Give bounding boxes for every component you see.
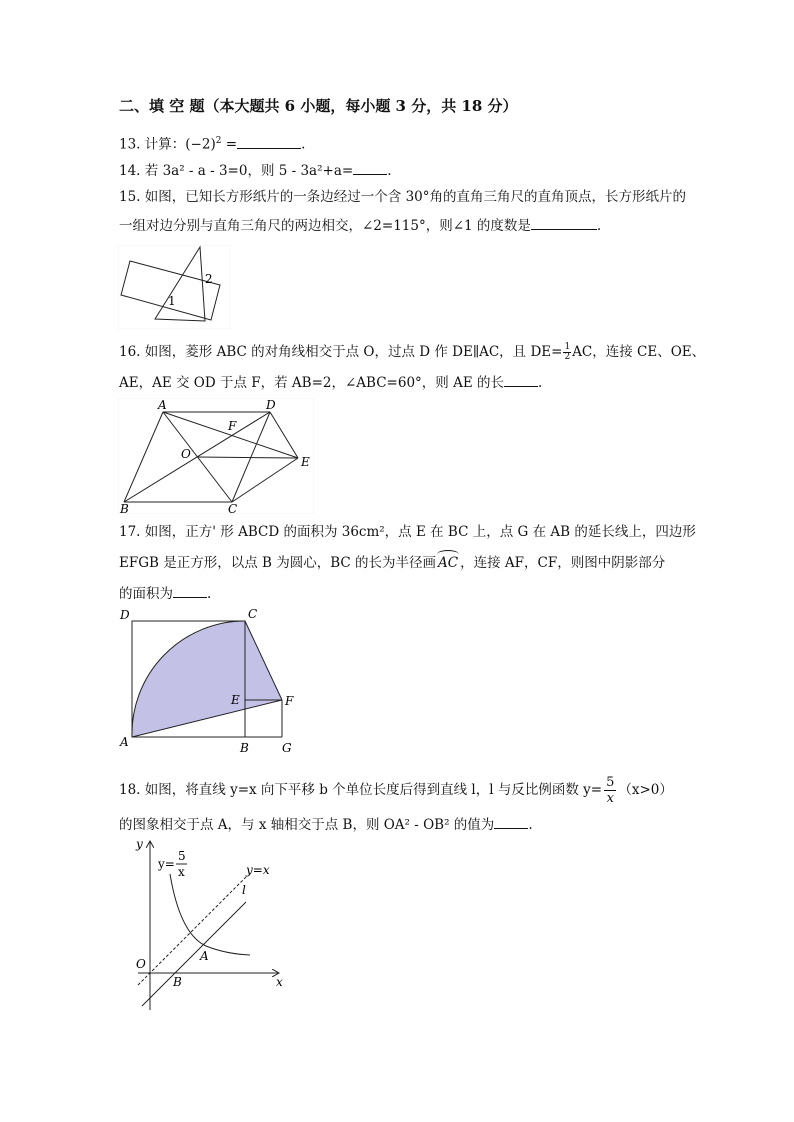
end-mark: . xyxy=(537,375,543,391)
question-16-line2 xyxy=(119,372,542,393)
label-G: G xyxy=(282,741,292,755)
fraction: $\frac{5}{x}$ xyxy=(606,775,615,806)
segment-AB xyxy=(124,412,163,502)
question-13 xyxy=(119,131,305,155)
q16-figure xyxy=(118,398,314,514)
rectangle-paper xyxy=(121,261,220,320)
expression: (−2) xyxy=(185,136,216,153)
line-l xyxy=(142,902,246,1006)
curve-label-num: 5 xyxy=(178,849,186,863)
q17-figure xyxy=(118,604,300,756)
arc-symbol: AC xyxy=(438,555,459,571)
answer-blank[interactable] xyxy=(494,814,528,829)
question-text: 的图象相交于点 A，与 x 轴相交于点 B，则 OA² ‑ OB² 的值为 xyxy=(119,817,495,833)
curve-label-den: x xyxy=(178,865,185,879)
label-y-equals-x: y=x xyxy=(246,863,270,877)
question-text: EFGB 是正方形，以点 B 为圆心，BC 的长为半径画 xyxy=(119,555,437,571)
label-l: l xyxy=(242,883,246,897)
label-D: D xyxy=(120,608,130,622)
end-mark: . xyxy=(387,163,392,179)
label-C: C xyxy=(248,607,258,621)
curve-label-prefix: y= xyxy=(158,857,175,871)
question-18-line1 xyxy=(119,775,673,806)
label-B: B xyxy=(173,975,182,989)
question-number: 16. xyxy=(119,344,141,360)
section-title: 二、填 空 题（本大题共 6 小题，每小题 3 分，共 18 分） xyxy=(119,97,518,115)
label-C: C xyxy=(228,502,238,514)
question-number: 18. xyxy=(119,782,141,798)
question-text: 的面积为 xyxy=(119,586,173,602)
question-14 xyxy=(119,160,392,181)
question-number: 14. xyxy=(119,163,141,179)
end-mark: . xyxy=(528,817,533,833)
answer-blank[interactable] xyxy=(173,583,207,598)
label-E: E xyxy=(231,693,240,707)
question-number: 17. xyxy=(119,524,141,540)
answer-blank[interactable] xyxy=(531,215,597,230)
question-text: 如图，将直线 y=x 向下平移 b 个单位长度后得到直线 l，l 与反比例函数 y= xyxy=(144,782,603,798)
equals: = xyxy=(221,136,238,153)
end-mark: . xyxy=(207,586,212,602)
angle-1-label: 1 xyxy=(168,294,176,308)
question-text: 如图，菱形 ABC 的对角线相交于点 O，过点 D 作 DE∥AC，且 DE= xyxy=(144,344,563,360)
question-16-line1 xyxy=(119,342,705,362)
label-B: B xyxy=(240,741,249,755)
question-text: 如图，已知长方形纸片的一条边经过一个含 30°角的直角三角尺的直角顶点，长方形纸片的 xyxy=(144,189,686,205)
segment-CE xyxy=(232,458,298,502)
segment-DE xyxy=(270,412,298,458)
end-mark: . xyxy=(596,218,602,234)
label-O: O xyxy=(136,957,146,971)
question-prefix: 计算： xyxy=(144,136,186,153)
question-17-line1 xyxy=(119,522,696,542)
answer-blank[interactable] xyxy=(237,134,301,149)
question-number: 13. xyxy=(119,136,141,153)
question-text: AE，AE 交 OD 于点 F，若 AB=2，∠ABC=60°，则 AE 的长 xyxy=(119,375,504,391)
fraction: $\frac{1}{2}$ xyxy=(564,342,571,362)
triangle-ruler xyxy=(155,247,205,321)
label-A: A xyxy=(158,398,167,412)
question-text: 若 3a² ‑ a ‑ 3=0，则 5 ‑ 3a²+a= xyxy=(144,163,354,179)
question-15-line2 xyxy=(119,215,601,236)
label-E: E xyxy=(301,455,310,469)
q15-figure xyxy=(118,245,230,329)
label-B: B xyxy=(120,502,129,514)
question-17-line3 xyxy=(119,583,211,604)
label-A: A xyxy=(200,949,209,963)
label-O: O xyxy=(181,447,191,461)
line-y-equals-x xyxy=(138,877,246,985)
question-number: 15. xyxy=(119,189,141,205)
label-x: x xyxy=(276,975,283,989)
answer-blank[interactable] xyxy=(504,372,538,387)
question-text-cont: （x>0） xyxy=(618,782,673,798)
question-text-cont: ，连接 AF，CF，则图中阴影部分 xyxy=(460,555,666,571)
angle-2-label: 2 xyxy=(205,272,213,286)
q18-figure xyxy=(118,834,288,1014)
label-F: F xyxy=(285,694,294,708)
exponent: 2 xyxy=(215,136,222,146)
hyperbola xyxy=(170,874,250,955)
label-F: F xyxy=(228,419,237,433)
shaded-region xyxy=(132,621,282,737)
label-y: y xyxy=(136,837,143,851)
segment-OE xyxy=(197,457,298,458)
question-17-line2 xyxy=(119,553,665,573)
end-mark: . xyxy=(301,136,306,153)
question-text-cont: AC，连接 CE、OE、 xyxy=(572,344,706,360)
label-D: D xyxy=(266,398,276,412)
question-15-line1 xyxy=(119,187,686,207)
question-text: 如图，正方' 形 ABCD 的面积为 36cm²，点 E 在 BC 上，点 G 在 AB 的延长线上，四边形 xyxy=(144,524,696,540)
answer-blank[interactable] xyxy=(353,160,387,175)
question-text: 一组对边分别与直角三角尺的两边相交，∠2=115°，则∠1 的度数是 xyxy=(119,218,531,234)
label-A: A xyxy=(120,735,129,749)
question-18-line2 xyxy=(119,814,533,835)
